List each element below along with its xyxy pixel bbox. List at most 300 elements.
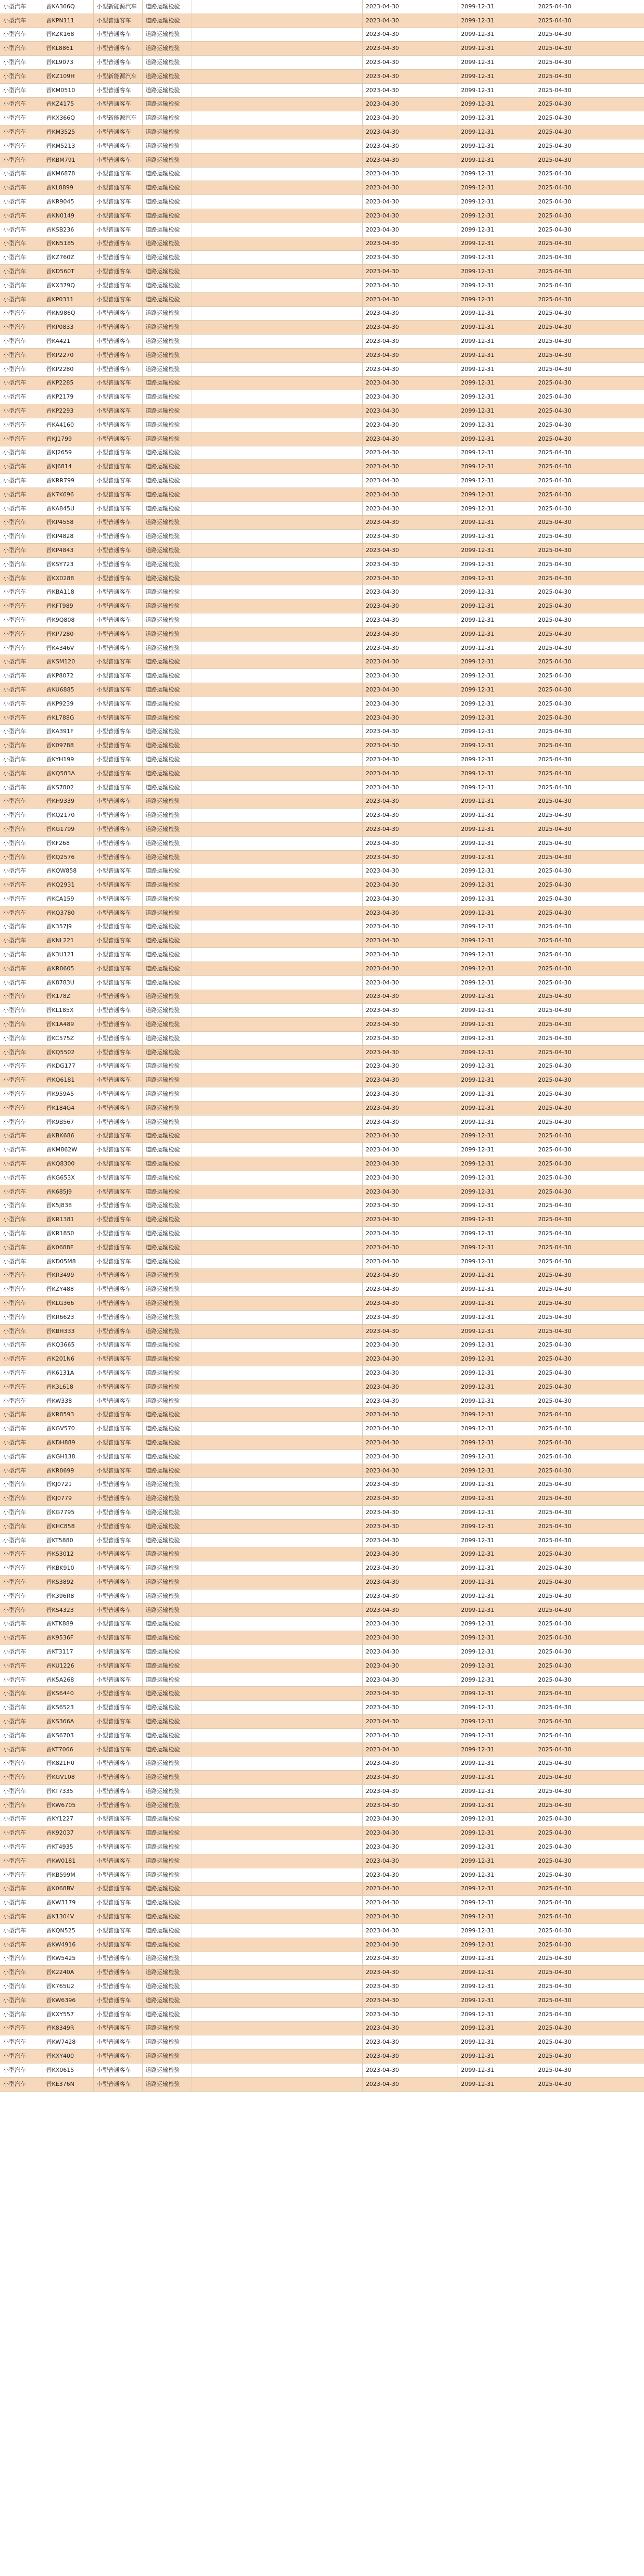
valid-until-cell: 2099-12-31 bbox=[458, 1031, 535, 1045]
table-row bbox=[0, 335, 644, 349]
owner-unit-cell bbox=[192, 599, 362, 613]
plate-kind-cell: 小型普通客车 bbox=[93, 627, 142, 641]
valid-until-cell: 2099-12-31 bbox=[458, 1589, 535, 1603]
register-date-cell: 2023-04-30 bbox=[362, 739, 458, 753]
plate-kind-cell: 小型普通客车 bbox=[93, 418, 142, 432]
register-date-cell: 2023-04-30 bbox=[362, 376, 458, 390]
plate-number-cell: 晋KBK686 bbox=[43, 1129, 93, 1143]
vehicle-type-cell: 小型汽车 bbox=[0, 1408, 43, 1422]
table-row bbox=[0, 2077, 644, 2091]
plate-number-cell: 晋KU1226 bbox=[43, 1659, 93, 1673]
table-row bbox=[0, 1519, 644, 1533]
vehicle-type-cell: 小型汽车 bbox=[0, 836, 43, 850]
valid-until-cell: 2099-12-31 bbox=[458, 697, 535, 711]
table-row bbox=[0, 1045, 644, 1059]
valid-until-cell: 2099-12-31 bbox=[458, 530, 535, 544]
table-row bbox=[0, 125, 644, 139]
inspection-type-cell: 道路运输检验 bbox=[142, 278, 192, 292]
inspection-type-cell: 道路运输检验 bbox=[142, 1575, 192, 1590]
plate-kind-cell: 小型普通客车 bbox=[93, 1283, 142, 1297]
inspection-type-cell: 道路运输检验 bbox=[142, 711, 192, 725]
plate-kind-cell: 小型普通客车 bbox=[93, 2077, 142, 2091]
register-date-cell: 2023-04-30 bbox=[362, 335, 458, 349]
plate-number-cell: 晋K685J9 bbox=[43, 1185, 93, 1199]
register-date-cell: 2023-04-30 bbox=[362, 139, 458, 153]
vehicle-type-cell: 小型汽车 bbox=[0, 376, 43, 390]
plate-kind-cell: 小型普通客车 bbox=[93, 1533, 142, 1547]
plate-number-cell: 晋KS366A bbox=[43, 1715, 93, 1729]
register-date-cell: 2023-04-30 bbox=[362, 516, 458, 530]
valid-until-cell: 2099-12-31 bbox=[458, 725, 535, 739]
owner-unit-cell bbox=[192, 1450, 362, 1464]
register-date-cell: 2023-04-30 bbox=[362, 1812, 458, 1826]
table-row bbox=[0, 1812, 644, 1826]
inspection-type-cell: 道路运输检验 bbox=[142, 2021, 192, 2035]
register-date-cell: 2023-04-30 bbox=[362, 2063, 458, 2077]
register-date-cell: 2023-04-30 bbox=[362, 1728, 458, 1742]
inspection-due-cell: 2025-04-30 bbox=[535, 641, 644, 655]
inspection-type-cell: 道路运输检验 bbox=[142, 1018, 192, 1032]
owner-unit-cell bbox=[192, 111, 362, 125]
register-date-cell: 2023-04-30 bbox=[362, 1868, 458, 1882]
plate-kind-cell: 小型普通客车 bbox=[93, 1310, 142, 1324]
plate-kind-cell: 小型普通客车 bbox=[93, 794, 142, 809]
inspection-due-cell: 2025-04-30 bbox=[535, 711, 644, 725]
inspection-due-cell: 2025-04-30 bbox=[535, 1380, 644, 1394]
plate-number-cell: 晋KR8605 bbox=[43, 962, 93, 976]
table-row bbox=[0, 544, 644, 558]
valid-until-cell: 2099-12-31 bbox=[458, 223, 535, 237]
owner-unit-cell bbox=[192, 1129, 362, 1143]
valid-until-cell: 2099-12-31 bbox=[458, 976, 535, 990]
valid-until-cell: 2099-12-31 bbox=[458, 28, 535, 42]
table-row bbox=[0, 2021, 644, 2035]
table-row bbox=[0, 1882, 644, 1896]
owner-unit-cell bbox=[192, 97, 362, 111]
table-row bbox=[0, 181, 644, 195]
owner-unit-cell bbox=[192, 139, 362, 153]
plate-kind-cell: 小型普通客车 bbox=[93, 404, 142, 418]
valid-until-cell: 2099-12-31 bbox=[458, 1324, 535, 1338]
table-row bbox=[0, 1840, 644, 1854]
table-row bbox=[0, 906, 644, 920]
plate-kind-cell: 小型普通客车 bbox=[93, 864, 142, 878]
vehicle-type-cell: 小型汽车 bbox=[0, 2035, 43, 2049]
plate-kind-cell: 小型普通客车 bbox=[93, 348, 142, 362]
plate-kind-cell: 小型普通客车 bbox=[93, 655, 142, 669]
inspection-due-cell: 2025-04-30 bbox=[535, 683, 644, 697]
vehicle-type-cell: 小型汽车 bbox=[0, 14, 43, 28]
table-row bbox=[0, 697, 644, 711]
plate-number-cell: 晋KP0833 bbox=[43, 321, 93, 335]
table-row bbox=[0, 934, 644, 948]
plate-number-cell: 晋KM5213 bbox=[43, 139, 93, 153]
register-date-cell: 2023-04-30 bbox=[362, 655, 458, 669]
owner-unit-cell bbox=[192, 1324, 362, 1338]
plate-kind-cell: 小型普通客车 bbox=[93, 1115, 142, 1129]
inspection-due-cell: 2025-04-30 bbox=[535, 948, 644, 962]
plate-kind-cell: 小型普通客车 bbox=[93, 1157, 142, 1171]
inspection-type-cell: 道路运输检验 bbox=[142, 348, 192, 362]
plate-kind-cell: 小型普通客车 bbox=[93, 1227, 142, 1241]
table-row bbox=[0, 111, 644, 125]
vehicle-type-cell: 小型汽车 bbox=[0, 557, 43, 571]
plate-kind-cell: 小型普通客车 bbox=[93, 1742, 142, 1757]
owner-unit-cell bbox=[192, 641, 362, 655]
table-row bbox=[0, 139, 644, 153]
plate-number-cell: 晋K5J838 bbox=[43, 1199, 93, 1213]
register-date-cell: 2023-04-30 bbox=[362, 1352, 458, 1366]
inspection-type-cell: 道路运输检验 bbox=[142, 1728, 192, 1742]
owner-unit-cell bbox=[192, 1338, 362, 1352]
inspection-type-cell: 道路运输检验 bbox=[142, 1952, 192, 1966]
owner-unit-cell bbox=[192, 1659, 362, 1673]
register-date-cell: 2023-04-30 bbox=[362, 627, 458, 641]
owner-unit-cell bbox=[192, 1422, 362, 1436]
inspection-due-cell: 2025-04-30 bbox=[535, 766, 644, 780]
inspection-due-cell: 2025-04-30 bbox=[535, 125, 644, 139]
inspection-type-cell: 道路运输检验 bbox=[142, 1129, 192, 1143]
inspection-due-cell: 2025-04-30 bbox=[535, 1338, 644, 1352]
plate-number-cell: 晋KX379Q bbox=[43, 278, 93, 292]
plate-kind-cell: 小型普通客车 bbox=[93, 223, 142, 237]
register-date-cell: 2023-04-30 bbox=[362, 697, 458, 711]
plate-kind-cell: 小型普通客车 bbox=[93, 1268, 142, 1283]
inspection-due-cell: 2025-04-30 bbox=[535, 990, 644, 1004]
plate-kind-cell: 小型普通客车 bbox=[93, 1519, 142, 1533]
inspection-due-cell: 2025-04-30 bbox=[535, 1966, 644, 1980]
table-row bbox=[0, 209, 644, 223]
owner-unit-cell bbox=[192, 1589, 362, 1603]
plate-kind-cell: 小型普通客车 bbox=[93, 460, 142, 474]
inspection-type-cell: 道路运输检验 bbox=[142, 809, 192, 823]
inspection-due-cell: 2025-04-30 bbox=[535, 1436, 644, 1450]
plate-number-cell: 晋K3L618 bbox=[43, 1380, 93, 1394]
inspection-due-cell: 2025-04-30 bbox=[535, 934, 644, 948]
valid-until-cell: 2099-12-31 bbox=[458, 823, 535, 837]
table-row bbox=[0, 1059, 644, 1073]
owner-unit-cell bbox=[192, 1268, 362, 1283]
plate-number-cell: 晋K8349R bbox=[43, 2021, 93, 2035]
table-row bbox=[0, 97, 644, 111]
owner-unit-cell bbox=[192, 2021, 362, 2035]
register-date-cell: 2023-04-30 bbox=[362, 1366, 458, 1380]
valid-until-cell: 2099-12-31 bbox=[458, 655, 535, 669]
owner-unit-cell bbox=[192, 1882, 362, 1896]
table-row bbox=[0, 1533, 644, 1547]
valid-until-cell: 2099-12-31 bbox=[458, 1840, 535, 1854]
plate-kind-cell: 小型普通客车 bbox=[93, 1812, 142, 1826]
owner-unit-cell bbox=[192, 948, 362, 962]
owner-unit-cell bbox=[192, 1436, 362, 1450]
vehicle-type-cell: 小型汽车 bbox=[0, 1966, 43, 1980]
register-date-cell: 2023-04-30 bbox=[362, 1938, 458, 1952]
inspection-type-cell: 道路运输检验 bbox=[142, 1464, 192, 1478]
plate-kind-cell: 小型普通客车 bbox=[93, 1213, 142, 1227]
inspection-type-cell: 道路运输检验 bbox=[142, 1115, 192, 1129]
plate-number-cell: 晋KW4916 bbox=[43, 1938, 93, 1952]
plate-number-cell: 晋K0688F bbox=[43, 1240, 93, 1254]
vehicle-type-cell: 小型汽车 bbox=[0, 167, 43, 181]
plate-number-cell: 晋KSY723 bbox=[43, 557, 93, 571]
plate-number-cell: 晋KDG177 bbox=[43, 1059, 93, 1073]
plate-kind-cell: 小型新能源汽车 bbox=[93, 0, 142, 14]
inspection-due-cell: 2025-04-30 bbox=[535, 1422, 644, 1436]
plate-number-cell: 晋KJ2659 bbox=[43, 446, 93, 460]
plate-number-cell: 晋KXY400 bbox=[43, 2049, 93, 2064]
plate-kind-cell: 小型普通客车 bbox=[93, 2007, 142, 2021]
register-date-cell: 2023-04-30 bbox=[362, 1297, 458, 1311]
plate-kind-cell: 小型普通客车 bbox=[93, 1324, 142, 1338]
vehicle-type-cell: 小型汽车 bbox=[0, 1771, 43, 1785]
owner-unit-cell bbox=[192, 739, 362, 753]
vehicle-type-cell: 小型汽车 bbox=[0, 739, 43, 753]
vehicle-type-cell: 小型汽车 bbox=[0, 1896, 43, 1910]
register-date-cell: 2023-04-30 bbox=[362, 1645, 458, 1659]
valid-until-cell: 2099-12-31 bbox=[458, 460, 535, 474]
inspection-due-cell: 2025-04-30 bbox=[535, 836, 644, 850]
table-row bbox=[0, 557, 644, 571]
plate-kind-cell: 小型普通客车 bbox=[93, 1380, 142, 1394]
plate-number-cell: 晋KBM791 bbox=[43, 153, 93, 167]
owner-unit-cell bbox=[192, 223, 362, 237]
table-row bbox=[0, 1254, 644, 1268]
valid-until-cell: 2099-12-31 bbox=[458, 1952, 535, 1966]
vehicle-type-cell: 小型汽车 bbox=[0, 711, 43, 725]
table-row bbox=[0, 1728, 644, 1742]
inspection-type-cell: 道路运输检验 bbox=[142, 739, 192, 753]
owner-unit-cell bbox=[192, 1771, 362, 1785]
inspection-type-cell: 道路运输检验 bbox=[142, 83, 192, 97]
vehicle-type-cell: 小型汽车 bbox=[0, 1492, 43, 1506]
plate-kind-cell: 小型普通客车 bbox=[93, 1757, 142, 1771]
inspection-type-cell: 道路运输检验 bbox=[142, 125, 192, 139]
plate-number-cell: 晋KQ6181 bbox=[43, 1073, 93, 1087]
register-date-cell: 2023-04-30 bbox=[362, 1129, 458, 1143]
plate-kind-cell: 小型普通客车 bbox=[93, 1240, 142, 1254]
vehicle-type-cell: 小型汽车 bbox=[0, 948, 43, 962]
vehicle-type-cell: 小型汽车 bbox=[0, 1004, 43, 1018]
vehicle-type-cell: 小型汽车 bbox=[0, 1715, 43, 1729]
register-date-cell: 2023-04-30 bbox=[362, 292, 458, 306]
table-row bbox=[0, 920, 644, 934]
inspection-due-cell: 2025-04-30 bbox=[535, 1199, 644, 1213]
plate-kind-cell: 小型普通客车 bbox=[93, 335, 142, 349]
inspection-due-cell: 2025-04-30 bbox=[535, 697, 644, 711]
valid-until-cell: 2099-12-31 bbox=[458, 167, 535, 181]
inspection-type-cell: 道路运输检验 bbox=[142, 306, 192, 321]
vehicle-type-cell: 小型汽车 bbox=[0, 1352, 43, 1366]
valid-until-cell: 2099-12-31 bbox=[458, 2063, 535, 2077]
register-date-cell: 2023-04-30 bbox=[362, 251, 458, 265]
plate-kind-cell: 小型普通客车 bbox=[93, 265, 142, 279]
owner-unit-cell bbox=[192, 1492, 362, 1506]
inspection-due-cell: 2025-04-30 bbox=[535, 1882, 644, 1896]
table-row bbox=[0, 892, 644, 906]
table-row bbox=[0, 627, 644, 641]
inspection-type-cell: 道路运输检验 bbox=[142, 1631, 192, 1645]
inspection-type-cell: 道路运输检验 bbox=[142, 1185, 192, 1199]
inspection-due-cell: 2025-04-30 bbox=[535, 2063, 644, 2077]
inspection-due-cell: 2025-04-30 bbox=[535, 1854, 644, 1868]
inspection-due-cell: 2025-04-30 bbox=[535, 1687, 644, 1701]
owner-unit-cell bbox=[192, 348, 362, 362]
inspection-due-cell: 2025-04-30 bbox=[535, 976, 644, 990]
plate-kind-cell: 小型普通客车 bbox=[93, 641, 142, 655]
plate-kind-cell: 小型普通客车 bbox=[93, 1952, 142, 1966]
inspection-type-cell: 道路运输检验 bbox=[142, 1785, 192, 1799]
inspection-due-cell: 2025-04-30 bbox=[535, 599, 644, 613]
vehicle-type-cell: 小型汽车 bbox=[0, 335, 43, 349]
register-date-cell: 2023-04-30 bbox=[362, 474, 458, 488]
plate-number-cell: 晋KR8699 bbox=[43, 1464, 93, 1478]
table-row bbox=[0, 725, 644, 739]
plate-kind-cell: 小型普通客车 bbox=[93, 878, 142, 892]
inspection-due-cell: 2025-04-30 bbox=[535, 1045, 644, 1059]
plate-kind-cell: 小型普通客车 bbox=[93, 1338, 142, 1352]
register-date-cell: 2023-04-30 bbox=[362, 976, 458, 990]
plate-number-cell: 晋KW7428 bbox=[43, 2035, 93, 2049]
inspection-due-cell: 2025-04-30 bbox=[535, 1757, 644, 1771]
plate-number-cell: 晋K396R8 bbox=[43, 1589, 93, 1603]
inspection-type-cell: 道路运输检验 bbox=[142, 42, 192, 56]
vehicle-type-cell: 小型汽车 bbox=[0, 2077, 43, 2091]
valid-until-cell: 2099-12-31 bbox=[458, 1422, 535, 1436]
owner-unit-cell bbox=[192, 655, 362, 669]
owner-unit-cell bbox=[192, 934, 362, 948]
inspection-due-cell: 2025-04-30 bbox=[535, 1742, 644, 1757]
owner-unit-cell bbox=[192, 1547, 362, 1561]
plate-kind-cell: 小型普通客车 bbox=[93, 1868, 142, 1882]
register-date-cell: 2023-04-30 bbox=[362, 1896, 458, 1910]
table-row bbox=[0, 237, 644, 251]
inspection-due-cell: 2025-04-30 bbox=[535, 2049, 644, 2064]
owner-unit-cell bbox=[192, 278, 362, 292]
plate-kind-cell: 小型新能源汽车 bbox=[93, 69, 142, 83]
plate-number-cell: 晋KT4935 bbox=[43, 1840, 93, 1854]
plate-number-cell: 晋KSB236 bbox=[43, 223, 93, 237]
inspection-type-cell: 道路运输检验 bbox=[142, 1394, 192, 1408]
table-row bbox=[0, 1603, 644, 1617]
inspection-due-cell: 2025-04-30 bbox=[535, 850, 644, 864]
valid-until-cell: 2099-12-31 bbox=[458, 613, 535, 627]
plate-kind-cell: 小型普通客车 bbox=[93, 1966, 142, 1980]
valid-until-cell: 2099-12-31 bbox=[458, 1826, 535, 1840]
register-date-cell: 2023-04-30 bbox=[362, 920, 458, 934]
valid-until-cell: 2099-12-31 bbox=[458, 1882, 535, 1896]
table-row bbox=[0, 1645, 644, 1659]
inspection-type-cell: 道路运输检验 bbox=[142, 725, 192, 739]
register-date-cell: 2023-04-30 bbox=[362, 1742, 458, 1757]
plate-number-cell: 晋KA845U bbox=[43, 502, 93, 516]
table-row bbox=[0, 1380, 644, 1394]
valid-until-cell: 2099-12-31 bbox=[458, 948, 535, 962]
owner-unit-cell bbox=[192, 823, 362, 837]
register-date-cell: 2023-04-30 bbox=[362, 1561, 458, 1575]
plate-kind-cell: 小型普通客车 bbox=[93, 976, 142, 990]
table-row bbox=[0, 1352, 644, 1366]
inspection-type-cell: 道路运输检验 bbox=[142, 627, 192, 641]
inspection-due-cell: 2025-04-30 bbox=[535, 725, 644, 739]
valid-until-cell: 2099-12-31 bbox=[458, 1394, 535, 1408]
owner-unit-cell bbox=[192, 362, 362, 376]
vehicle-type-cell: 小型汽车 bbox=[0, 1506, 43, 1520]
inspection-type-cell: 道路运输检验 bbox=[142, 766, 192, 780]
inspection-type-cell: 道路运输检验 bbox=[142, 1283, 192, 1297]
table-row bbox=[0, 362, 644, 376]
register-date-cell: 2023-04-30 bbox=[362, 223, 458, 237]
table-row bbox=[0, 571, 644, 585]
inspection-due-cell: 2025-04-30 bbox=[535, 627, 644, 641]
valid-until-cell: 2099-12-31 bbox=[458, 0, 535, 14]
plate-number-cell: 晋KD560T bbox=[43, 265, 93, 279]
register-date-cell: 2023-04-30 bbox=[362, 990, 458, 1004]
plate-number-cell: 晋KZ109H bbox=[43, 69, 93, 83]
plate-number-cell: 晋K5A268 bbox=[43, 1673, 93, 1687]
valid-until-cell: 2099-12-31 bbox=[458, 251, 535, 265]
vehicle-type-cell: 小型汽车 bbox=[0, 669, 43, 683]
plate-kind-cell: 小型普通客车 bbox=[93, 1394, 142, 1408]
valid-until-cell: 2099-12-31 bbox=[458, 1492, 535, 1506]
inspection-due-cell: 2025-04-30 bbox=[535, 585, 644, 599]
register-date-cell: 2023-04-30 bbox=[362, 404, 458, 418]
plate-number-cell: 晋KP4843 bbox=[43, 544, 93, 558]
owner-unit-cell bbox=[192, 2077, 362, 2091]
inspection-type-cell: 道路运输检验 bbox=[142, 1980, 192, 1994]
inspection-type-cell: 道路运输检验 bbox=[142, 613, 192, 627]
register-date-cell: 2023-04-30 bbox=[362, 69, 458, 83]
table-row bbox=[0, 850, 644, 864]
valid-until-cell: 2099-12-31 bbox=[458, 1087, 535, 1101]
plate-kind-cell: 小型普通客车 bbox=[93, 1031, 142, 1045]
inspection-due-cell: 2025-04-30 bbox=[535, 1506, 644, 1520]
inspection-type-cell: 道路运输检验 bbox=[142, 1659, 192, 1673]
register-date-cell: 2023-04-30 bbox=[362, 1826, 458, 1840]
inspection-type-cell: 道路运输检验 bbox=[142, 1436, 192, 1450]
table-row bbox=[0, 446, 644, 460]
vehicle-type-cell: 小型汽车 bbox=[0, 460, 43, 474]
plate-kind-cell: 小型普通客车 bbox=[93, 906, 142, 920]
inspection-type-cell: 道路运输检验 bbox=[142, 1408, 192, 1422]
plate-kind-cell: 小型普通客车 bbox=[93, 1701, 142, 1715]
valid-until-cell: 2099-12-31 bbox=[458, 1757, 535, 1771]
table-row bbox=[0, 488, 644, 502]
inspection-due-cell: 2025-04-30 bbox=[535, 1297, 644, 1311]
plate-number-cell: 晋KS3012 bbox=[43, 1547, 93, 1561]
vehicle-type-cell: 小型汽车 bbox=[0, 725, 43, 739]
inspection-due-cell: 2025-04-30 bbox=[535, 237, 644, 251]
inspection-type-cell: 道路运输检验 bbox=[142, 1506, 192, 1520]
register-date-cell: 2023-04-30 bbox=[362, 167, 458, 181]
vehicle-type-cell: 小型汽车 bbox=[0, 292, 43, 306]
register-date-cell: 2023-04-30 bbox=[362, 1506, 458, 1520]
valid-until-cell: 2099-12-31 bbox=[458, 990, 535, 1004]
valid-until-cell: 2099-12-31 bbox=[458, 111, 535, 125]
owner-unit-cell bbox=[192, 1380, 362, 1394]
plate-number-cell: 晋K959A5 bbox=[43, 1087, 93, 1101]
table-row bbox=[0, 69, 644, 83]
table-row bbox=[0, 1422, 644, 1436]
table-row bbox=[0, 1297, 644, 1311]
owner-unit-cell bbox=[192, 1701, 362, 1715]
plate-number-cell: 晋KP2285 bbox=[43, 376, 93, 390]
plate-number-cell: 晋KZ4175 bbox=[43, 97, 93, 111]
table-row bbox=[0, 1547, 644, 1561]
valid-until-cell: 2099-12-31 bbox=[458, 1728, 535, 1742]
inspection-type-cell: 道路运输检验 bbox=[142, 28, 192, 42]
inspection-type-cell: 道路运输检验 bbox=[142, 139, 192, 153]
plate-number-cell: 晋KQ2931 bbox=[43, 878, 93, 892]
